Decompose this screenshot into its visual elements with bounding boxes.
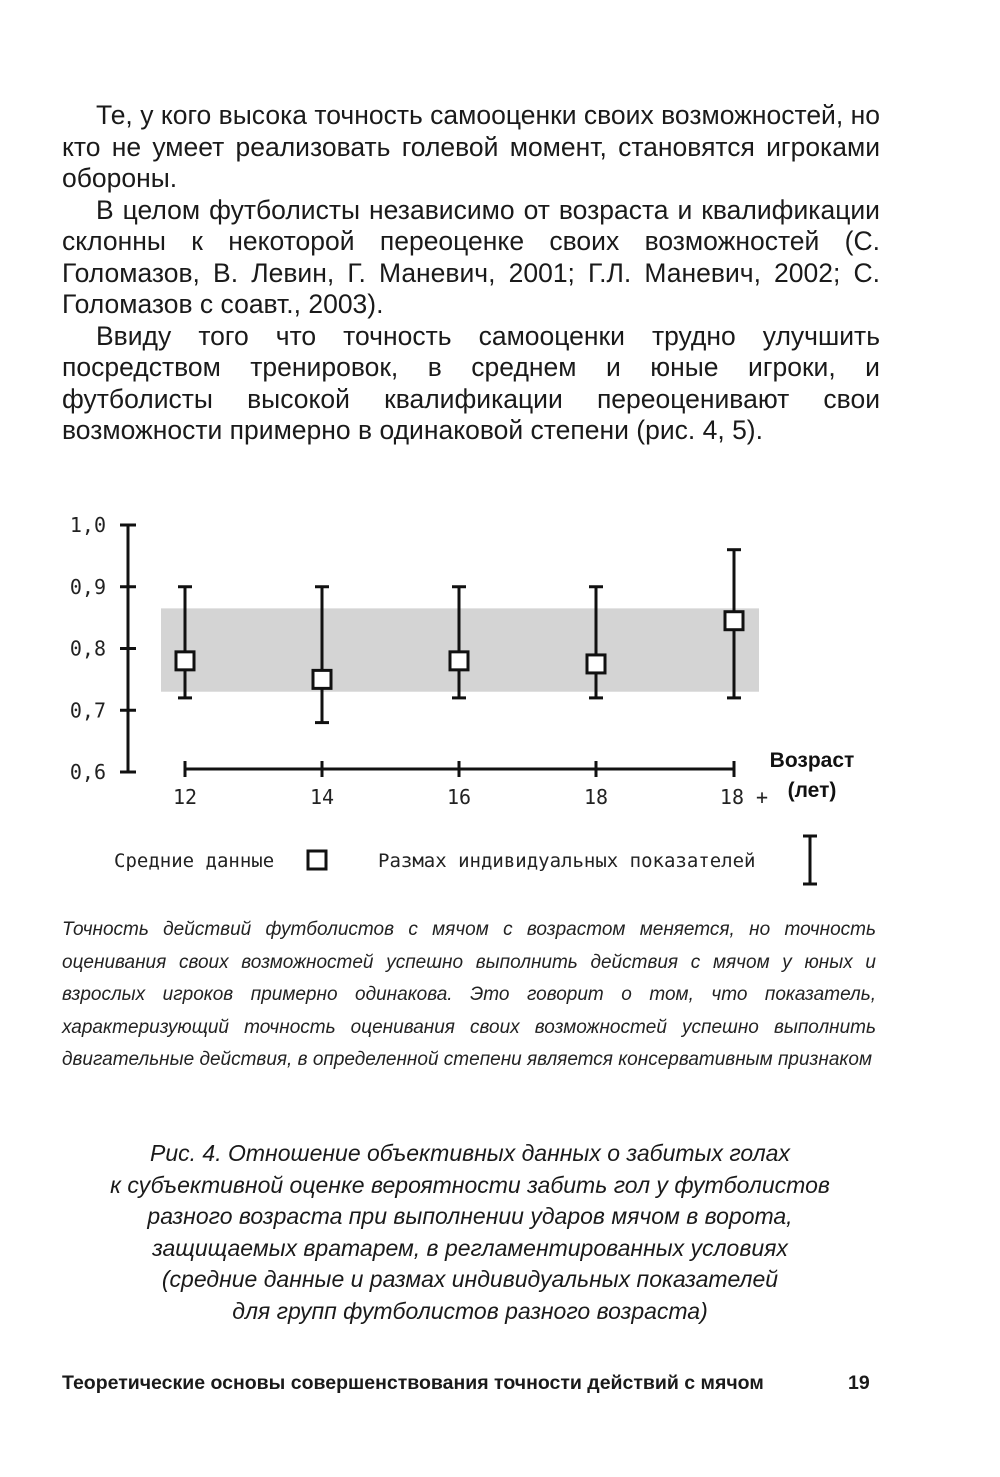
mean-marker [587,655,605,673]
mean-marker [725,612,743,630]
figure-note: Точность действий футболистов с мячом с возрастом меняется, но точность оценивания своих возможностей успешно выполнить действия с мячом у юных и взрослых игроков примерно одинакова. Это говорит о том, что показатель, характеризующий точность оценивания своих возможностей успешно выполнить двигательные действия, в определенной степени является консервативным признаком [62,919,876,1070]
legend-range-label: Размах индивидуальных показателей [378,850,756,872]
body-text [62,100,880,447]
mean-marker [450,652,468,670]
legend-mean-label: Средние данные [114,850,275,872]
caption-line: Рис. 4. Отношение объективных данных о забитых голах [150,1140,790,1166]
figure-4-chart [0,500,1000,900]
y-tick-label: 0,6 [69,760,106,784]
x-axis-title: Возраст [769,749,855,772]
x-axis-title: (лет) [787,779,837,802]
y-tick-label: 1,0 [69,513,106,537]
page-number: 19 [848,1372,870,1394]
x-tick-label: 12 [172,785,198,809]
mean-marker [313,670,331,688]
x-tick-label: 18 + [719,785,769,809]
caption-line: для групп футболистов разного возраста) [232,1297,708,1324]
y-tick-label: 0,8 [69,636,106,661]
paragraph-2: В целом футболисты независимо от возраста и квалификации склонны к некоторой переоценке своих возможностей (С. Голомазов, В. Левин, Г. Маневич, 2001; Г.Л. Маневич, 2002; С. Голомазов с соавт., 2003). [62,194,880,319]
figure-caption [60,1138,880,1327]
x-tick-label: 16 [446,785,472,809]
legend-mean-marker [308,851,326,869]
running-footer-title: Теоретические основы совершенствования точности действий с мячом [62,1372,764,1394]
y-tick-label: 0,9 [69,574,106,599]
x-tick-label: 14 [309,785,335,809]
caption-line: (средние данные и размах индивидуальных показателей [161,1266,779,1292]
caption-line: разного возраста при выполнении ударов мячом в ворота, [147,1203,793,1229]
chart-svg [0,500,1000,900]
x-tick-label: 18 [583,785,609,809]
caption-line: защищаемых вратарем, в регламентированных условиях [152,1234,788,1261]
paragraph-1: Те, у кого высока точность самооценки своих возможностей, но кто не умеет реализовать голевой момент, становятся игроками обороны. [62,100,880,193]
y-tick-label: 0,7 [69,698,106,723]
mean-marker [176,652,194,670]
paragraph-3: Ввиду того что точность самооценки трудно улучшить посредством тренировок, в среднем и юные игроки, и футболисты высокой квалификации переоценивают свои возможности примерно в одинаковой степени (рис. 4, 5). [62,320,880,445]
caption-line: к субъективной оценке вероятности забить гол у футболистов [110,1171,830,1198]
